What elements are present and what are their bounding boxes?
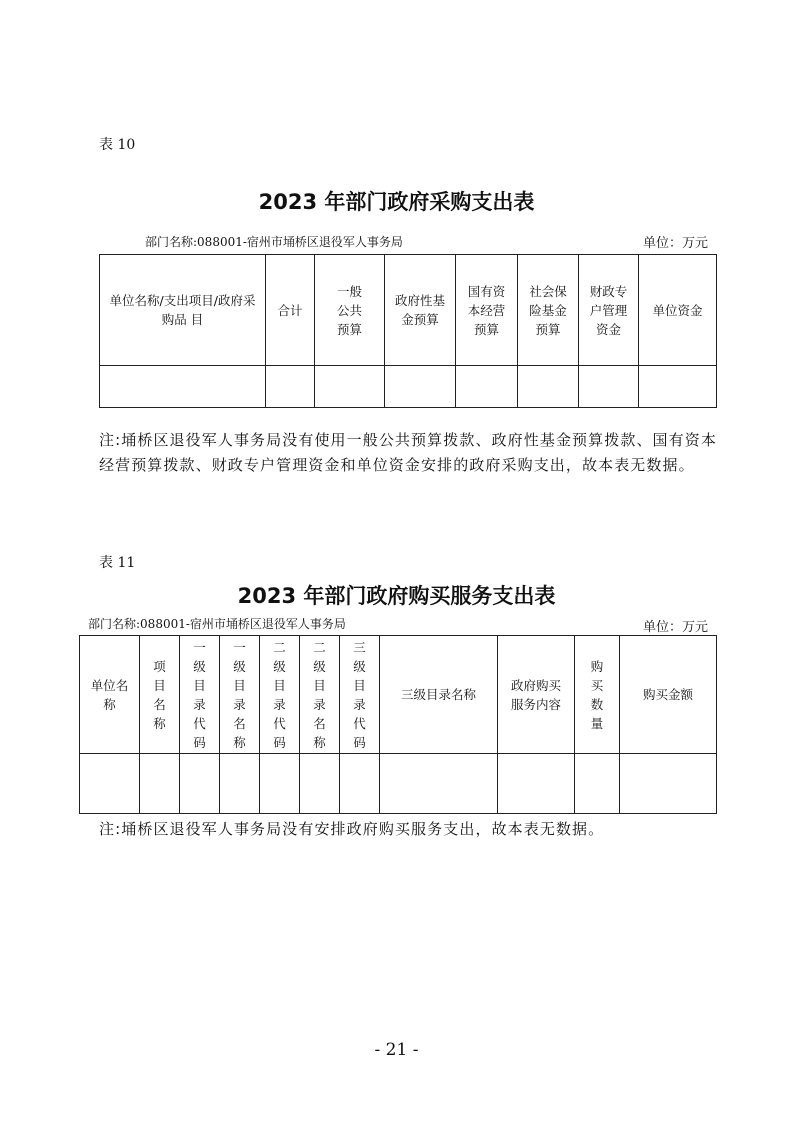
table-cell [140, 754, 180, 814]
table10 [99, 254, 717, 408]
table11-header-l3-name: 三级目录名称 [380, 636, 498, 754]
table11-header-row [80, 636, 717, 754]
table-cell [498, 754, 575, 814]
table11-header-l1-code-text: 一级目录代码 [193, 639, 206, 750]
table-cell [300, 754, 340, 814]
table-cell [180, 754, 220, 814]
table11-header-l2-name-text: 二级目录名称 [313, 639, 326, 750]
table-cell [315, 366, 385, 408]
table11-dept: 部门名称:088001-宿州市埇桥区退役军人事务局 [88, 617, 346, 631]
table10-header-unit-name: 单位名称/支出项目/政府采购品 目 [100, 255, 266, 366]
table11-header-l2-code [260, 636, 300, 754]
table11-header-l3-code [340, 636, 380, 754]
table10-label: 表 10 [99, 137, 136, 153]
table11-header-l1-name [220, 636, 260, 754]
table11-header-project-name-text: 项目名称 [153, 658, 166, 731]
table-cell [266, 366, 315, 408]
table-cell [380, 754, 498, 814]
table11-header-l2-code-text: 二级目录代码 [273, 639, 286, 750]
table-cell [260, 754, 300, 814]
table11-header-l2-name [300, 636, 340, 754]
table-row [80, 754, 717, 814]
table11-unit: 单位：万元 [643, 620, 709, 635]
table-cell [340, 754, 380, 814]
table10-header-insurance-budget: 社会保险基金预算 [518, 255, 579, 366]
table11-header-amount: 购买金额 [620, 636, 717, 754]
table-cell [518, 366, 579, 408]
table11 [79, 635, 717, 814]
table10-header-special-account: 财政专户管理资金 [579, 255, 639, 366]
table11-header-l1-name-text: 一级目录名称 [233, 639, 246, 750]
table10-header-fund-budget: 政府性基金预算 [385, 255, 456, 366]
table-cell [385, 366, 456, 408]
table11-header-quantity: 购买数量 [575, 636, 620, 754]
table10-header-unit-funds: 单位资金 [639, 255, 717, 366]
table-cell [456, 366, 518, 408]
table11-header-service-content: 政府购买服务内容 [498, 636, 575, 754]
table-cell [639, 366, 717, 408]
page-number: - 21 - [374, 1040, 419, 1060]
table-cell [575, 754, 620, 814]
table11-header-l1-code [180, 636, 220, 754]
table-row [100, 366, 717, 408]
table-cell [80, 754, 140, 814]
table11-header-unit-name: 单位名称 [80, 636, 140, 754]
table11-header-project-name [140, 636, 180, 754]
table10-dept: 部门名称:088001-宿州市埇桥区退役军人事务局 [145, 235, 403, 249]
table-cell [579, 366, 639, 408]
table10-title: 2023 年部门政府采购支出表 [258, 190, 535, 214]
table10-header-row [100, 255, 717, 366]
table10-note: 注:埇桥区退役军人事务局没有使用一般公共预算拨款、政府性基金预算拨款、国有资本经营预算拨款、财政专户管理资金和单位资金安排的政府采购支出，故本表无数据。 [99, 431, 717, 474]
table10-header-general-budget: 一般公共预算 [315, 255, 385, 366]
table-cell [620, 754, 717, 814]
table11-header-l3-code-text: 三级目录代码 [353, 639, 366, 750]
table-cell [100, 366, 266, 408]
table11-label: 表 11 [99, 555, 136, 571]
table10-header-capital-budget: 国有资本经营预算 [456, 255, 518, 366]
table10-unit: 单位：万元 [643, 236, 709, 251]
table11-note: 注:埇桥区退役军人事务局没有安排政府购买服务支出，故本表无数据。 [99, 820, 605, 838]
table10-header-total: 合计 [266, 255, 315, 366]
table-cell [220, 754, 260, 814]
table11-title: 2023 年部门政府购买服务支出表 [237, 584, 556, 608]
